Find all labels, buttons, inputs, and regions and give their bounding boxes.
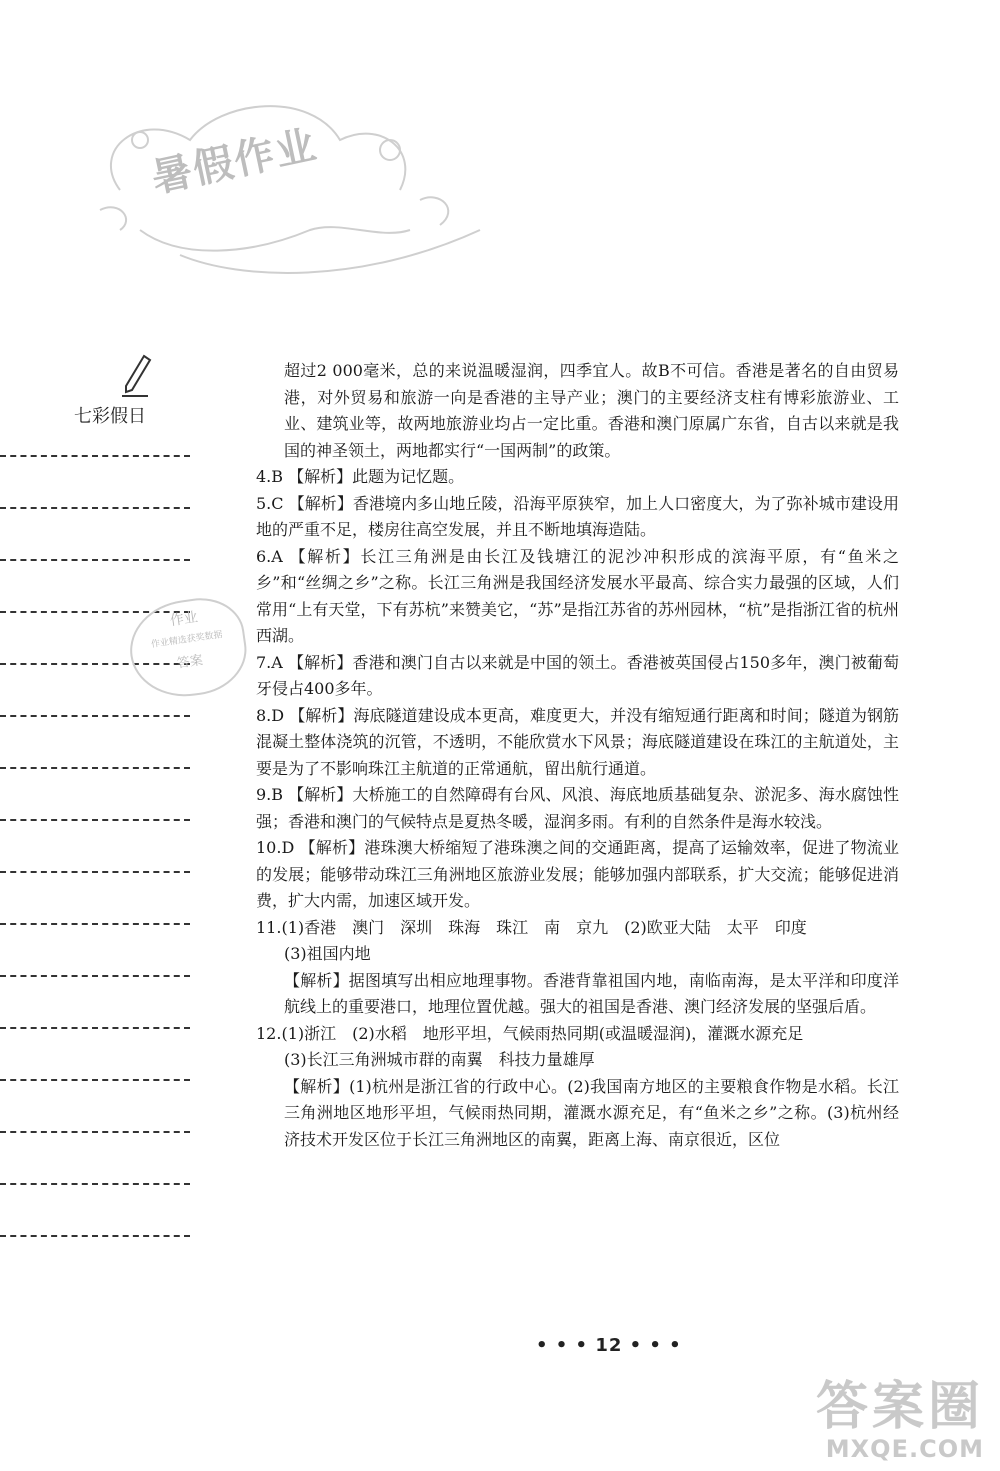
note-line <box>0 923 190 925</box>
header-title: 暑假作业 <box>147 121 322 202</box>
answer-content <box>256 358 899 1153</box>
note-line <box>0 767 190 769</box>
answer-paragraph: 10.D 【解析】港珠澳大桥缩短了港珠澳之间的交通距离，提高了运输效率，促进了物流业的发展；能够带动珠江三角洲地区旅游业发展；能够加强内部联系，扩大交流；能够促进消费，扩大内需，加速区域开发。 <box>256 838 899 910</box>
note-line <box>0 819 190 821</box>
page-number: • • • 12 • • • <box>536 1335 682 1356</box>
answer-paragraph: 8.D 【解析】海底隧道建设成本更高，难度更大，并没有缩短通行距离和时间；隧道为钢筋混凝土整体浇筑的沉管，不透明，不能欣赏水下风景；海底隧道建设在珠江的主航道处，主要是为了不影响珠江主航道的正常通航，留出航行通道。 <box>256 705 899 778</box>
note-line <box>0 559 190 561</box>
answer-paragraph: 4.B 【解析】此题为记忆题。 <box>256 467 465 486</box>
pencil-icon <box>118 352 154 400</box>
answer-paragraph: 12.(1)浙江 (2)水稻 地形平坦，气候雨热同期(或温暖湿润)，灌溉水源充足 <box>256 1023 804 1043</box>
stamp-line-1: 作业 <box>168 609 199 630</box>
watermark-url: MXQE.COM <box>825 1435 984 1463</box>
note-line <box>0 715 190 717</box>
note-line <box>0 1183 190 1185</box>
note-line <box>0 507 190 509</box>
answer-paragraph: 【解析】据图填写出相应地理事物。香港背靠祖国内地，南临南海，是太平洋和印度洋航线上的重要港口，地理位置优越。强大的祖国是香港、澳门经济发展的坚强后盾。 <box>284 970 899 1016</box>
answer-paragraph: 超过2 000毫米，总的来说温暖湿润，四季宜人。故B不可信。香港是著名的自由贸易港，对外贸易和旅游一向是香港的主导产业；澳门的主要经济支柱有博彩旅游业、工业、建筑业等，故两地旅游业均占一定比重。香港和澳门原属广东省，自古以来就是我国的神圣领土，两地都实行“一国两制”的政策。 <box>284 361 899 460</box>
watermark <box>816 1379 984 1463</box>
stamp-line-2: 作业精选获奖数据 <box>150 630 224 651</box>
note-line <box>0 975 190 977</box>
note-line <box>0 1079 190 1081</box>
answer-paragraph: (3)祖国内地 <box>284 944 371 963</box>
note-line <box>0 1235 190 1237</box>
answer-paragraph: 6.A 【解析】长江三角洲是由长江及钱塘江的泥沙冲积形成的滨海平原，有“鱼米之乡”和“丝绸之乡”之称。长江三角洲是我国经济发展水平最高、综合实力最强的区域，人们常用“上有天堂，下有苏杭”来赞美它，“苏”是指江苏省的苏州园林，“杭”是指浙江省的杭州西湖。 <box>256 546 899 645</box>
note-line <box>0 455 190 457</box>
answer-paragraph: 5.C 【解析】香港境内多山地丘陵，沿海平原狭窄，加上人口密度大，为了弥补城市建设用地的严重不足，楼房往高空发展，并且不断地填海造陆。 <box>256 493 899 539</box>
answer-paragraph: 【解析】(1)杭州是浙江省的行政中心。(2)我国南方地区的主要粮食作物是水稻。长江三角洲地区地形平坦，气候雨热同期，灌溉水源充足，有“鱼米之乡”之称。(3)杭州经济技术开发区位于长江三角洲地区的南翼，距离上海、南京很近，区位 <box>284 1076 899 1149</box>
note-line <box>0 1131 190 1133</box>
watermark-title: 答案圈 <box>815 1377 984 1437</box>
sidebar-label: 七彩假日 <box>74 406 146 427</box>
answer-paragraph: 11.(1)香港 澳门 深圳 珠海 珠江 南 京九 (2)欧亚大陆 太平 印度 <box>256 917 807 937</box>
answer-paragraph: (3)长江三角洲城市群的南翼 科技力量雄厚 <box>284 1050 595 1069</box>
answer-paragraph: 7.A 【解析】香港和澳门自古以来就是中国的领土。香港被英国侵占150多年，澳门被葡萄牙侵占400多年。 <box>256 652 899 698</box>
note-line <box>0 1027 190 1029</box>
note-lines <box>0 455 200 1287</box>
answer-paragraph: 9.B 【解析】大桥施工的自然障碍有台风、风浪、海底地质基础复杂、淤泥多、海水腐蚀性强；香港和澳门的气候特点是夏热冬暖，湿润多雨。有利的自然条件是海水较浅。 <box>256 785 899 831</box>
note-line <box>0 871 190 873</box>
header-ornament <box>80 80 510 290</box>
stamp-line-3: 答案 <box>176 653 204 672</box>
